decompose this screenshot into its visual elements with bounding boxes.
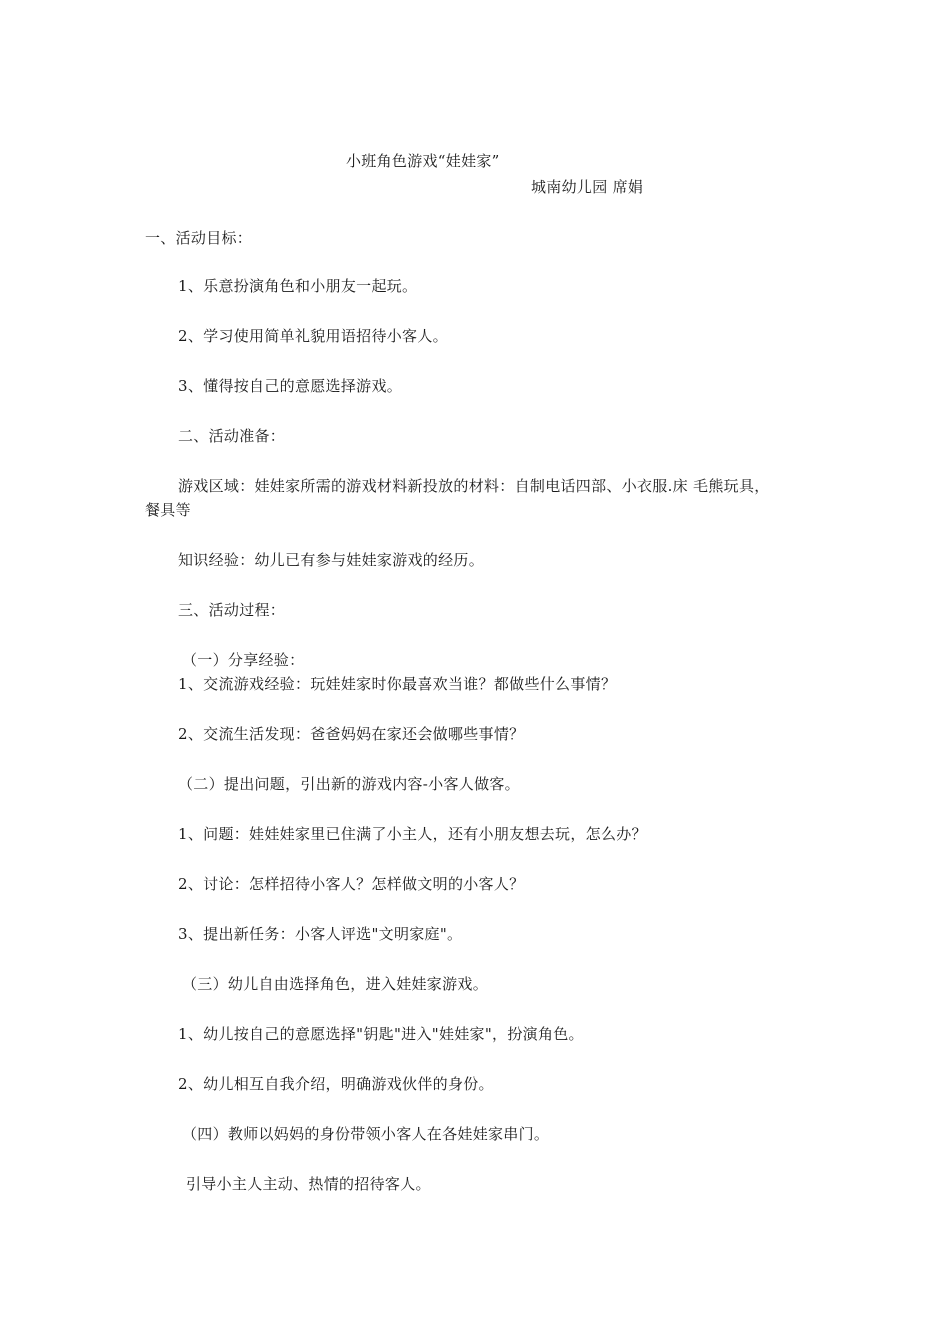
section-heading-preparation: 二、活动准备： [178, 427, 286, 445]
subsection-share: （一）分享经验： [182, 651, 305, 669]
preparation-experience: 知识经验：幼儿已有参与娃娃家游戏的经历。 [178, 551, 485, 569]
teacher-guidance: 引导小主人主动、热情的招待客人。 [186, 1175, 431, 1193]
document-author: 城南幼儿园 席娟 [531, 178, 644, 196]
goal-item-1: 1、乐意扮演角色和小朋友一起玩。 [178, 277, 418, 295]
share-item-1: 1、交流游戏经验：玩娃娃家时你最喜欢当谁？都做些什么事情？ [178, 675, 617, 693]
question-item-3: 3、提出新任务：小客人评选"文明家庭"。 [178, 925, 463, 943]
goal-item-2: 2、学习使用简单礼貌用语招待小客人。 [178, 327, 448, 345]
subsection-teacher: （四）教师以妈妈的身份带领小客人在各娃娃家串门。 [182, 1125, 550, 1143]
section-heading-process: 三、活动过程： [178, 601, 286, 619]
question-item-2: 2、讨论：怎样招待小客人？怎样做文明的小客人？ [178, 875, 525, 893]
share-item-2: 2、交流生活发现：爸爸妈妈在家还会做哪些事情？ [178, 725, 525, 743]
roles-item-1: 1、幼儿按自己的意愿选择"钥匙"进入"娃娃家"，扮演角色。 [178, 1025, 584, 1043]
section-heading-goals: 一、活动目标： [145, 229, 253, 247]
subsection-roles: （三）幼儿自由选择角色，进入娃娃家游戏。 [182, 975, 489, 993]
question-item-1: 1、问题：娃娃娃家里已住满了小主人，还有小朋友想去玩，怎么办？ [178, 825, 647, 843]
document-title: 小班角色游戏“娃娃家” [346, 152, 500, 170]
roles-item-2: 2、幼儿相互自我介绍，明确游戏伙伴的身份。 [178, 1075, 494, 1093]
preparation-materials-cont: 餐具等 [145, 501, 191, 519]
preparation-materials: 游戏区域：娃娃家所需的游戏材料新投放的材料：自制电话四部、小衣服.床 毛熊玩具， [178, 477, 770, 495]
goal-item-3: 3、懂得按自己的意愿选择游戏。 [178, 377, 403, 395]
subsection-question: （二）提出问题，引出新的游戏内容-小客人做客。 [178, 775, 520, 793]
